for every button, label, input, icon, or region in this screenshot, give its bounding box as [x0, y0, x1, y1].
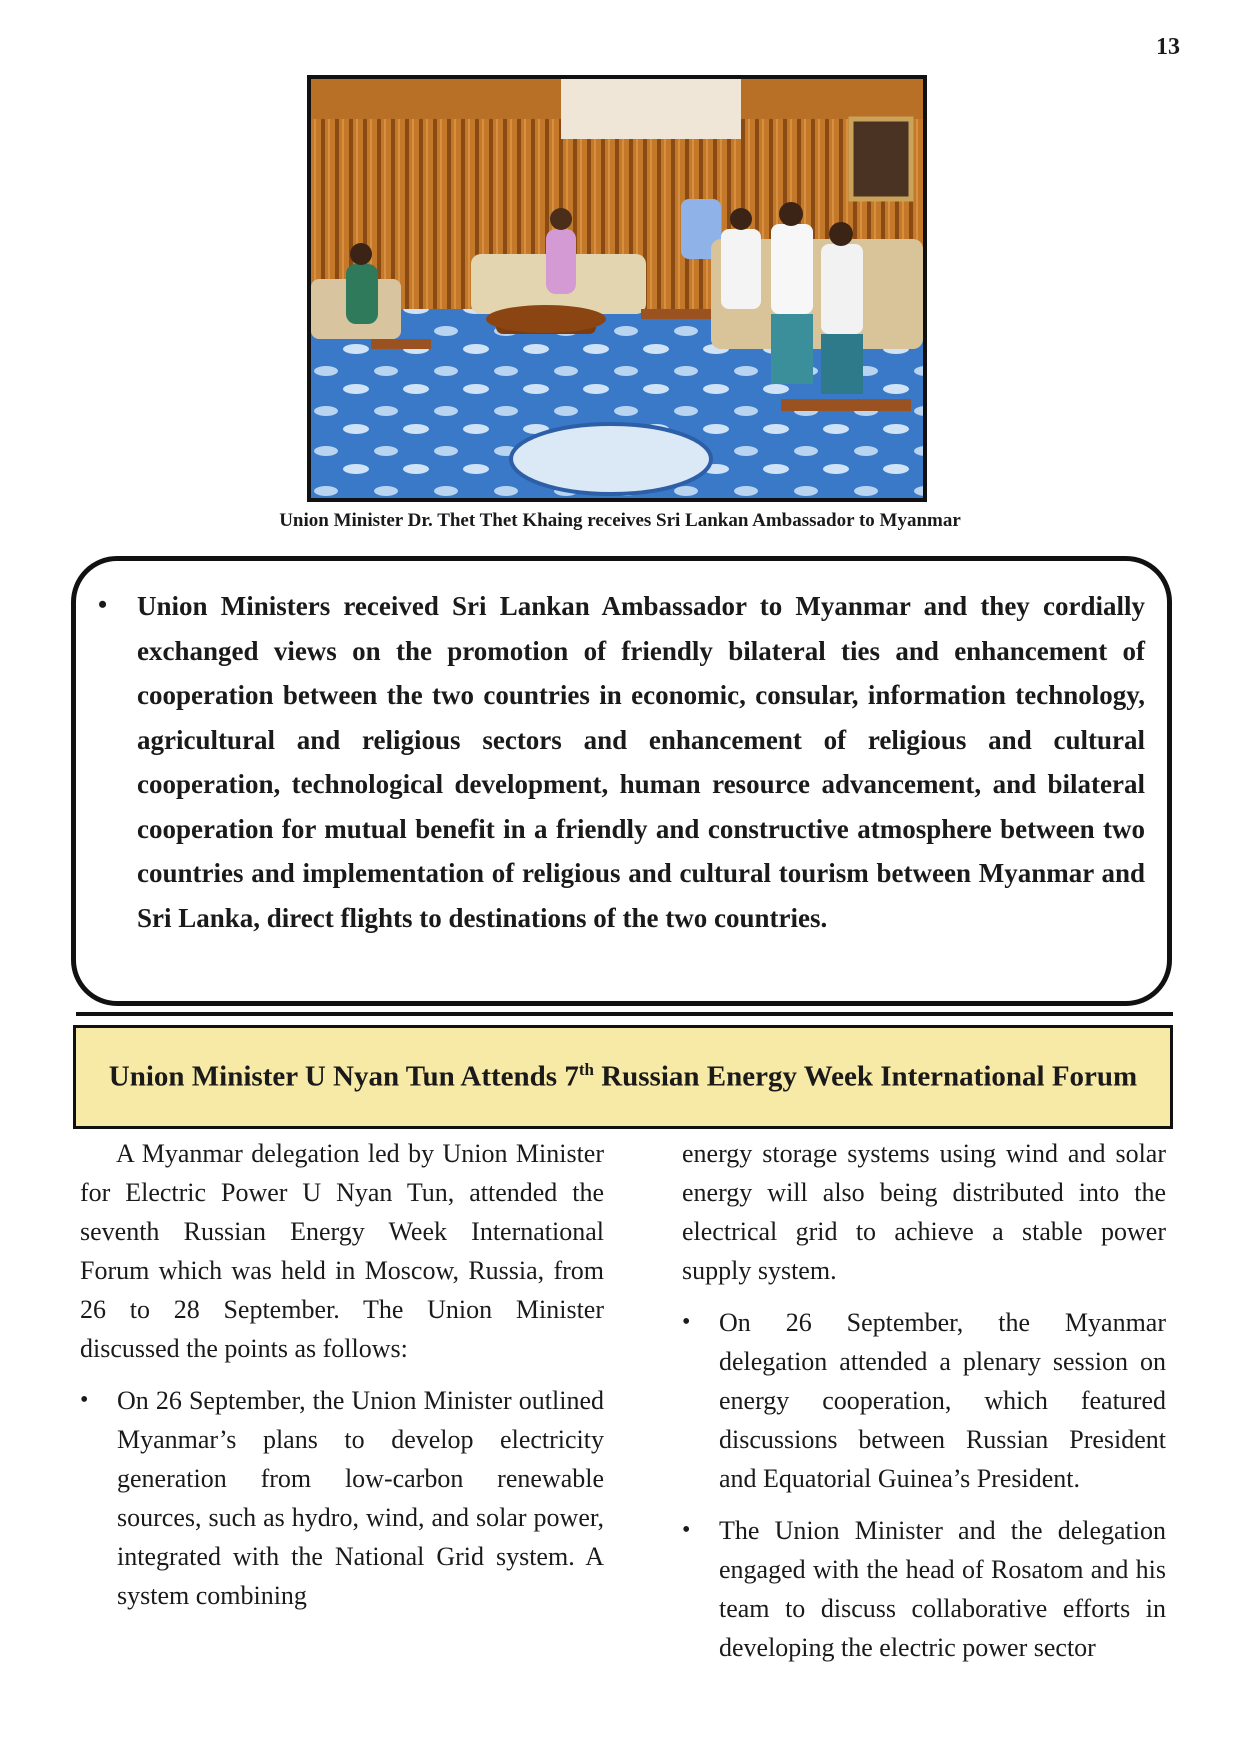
list-item: • On 26 September, the Myanmar delegation attended a plenary session on energy cooperation, which featured discussions between Russian President and Equatorial Guinea’s President. — [682, 1303, 1166, 1498]
meeting-photo — [307, 75, 927, 502]
summary-text: Union Ministers received Sri Lankan Ambassador to Myanmar and they cordially exchanged views on the promotion of friendly bilateral ties and enhancement of cooperation between the two countries in economic, consular, information technology, agricultural and religious sectors and enhancement of religious and cultural cooperation, technological development, human resource advancement, and bilateral cooperation for mutual benefit in a friendly and constructive atmosphere between two countries and implementation of religious and cultural tourism between Myanmar and Sri Lanka, direct flights to destinations of the two countries. — [137, 591, 1145, 933]
headline-box — [73, 1025, 1173, 1129]
headline-text: Union Minister U Nyan Tun Attends 7 — [108, 1060, 579, 1093]
headline-text-end: Russian Energy Week International Forum — [593, 1060, 1138, 1093]
right-column — [682, 1134, 1166, 1667]
right-bullet-list — [682, 1303, 1166, 1667]
article-intro: A Myanmar delegation led by Union Minister for Electric Power U Nyan Tun, attended the seventh Russian Energy Week International Forum which was held in Moscow, Russia, from 26 to 28 September. The Union Minister discussed the points as follows: — [80, 1139, 604, 1363]
left-bullet-list — [80, 1381, 604, 1615]
divider — [76, 1012, 1173, 1016]
photo-caption: Union Minister Dr. Thet Thet Khaing receives Sri Lankan Ambassador to Myanmar — [279, 510, 961, 531]
list-item: • On 26 September, the Union Minister outlined Myanmar’s plans to develop electricity generation from low-carbon renewable sources, such as hydro, wind, and solar power, integrated with the National Grid system. A system combining — [80, 1381, 604, 1615]
article-headline — [109, 1060, 1137, 1094]
page-number: 13 — [1156, 34, 1180, 60]
continuation-text: energy storage systems using wind and solar energy will also being distributed into the electrical grid to achieve a stable power supply system. — [682, 1139, 1166, 1285]
headline-superscript: th — [578, 1060, 594, 1080]
bullet-icon: • — [98, 590, 108, 619]
meeting-photo-image — [311, 79, 923, 498]
left-column — [80, 1134, 604, 1615]
list-item: • The Union Minister and the delegation engaged with the head of Rosatom and his team to discuss collaborative efforts in developing the electric power sector — [682, 1511, 1166, 1667]
